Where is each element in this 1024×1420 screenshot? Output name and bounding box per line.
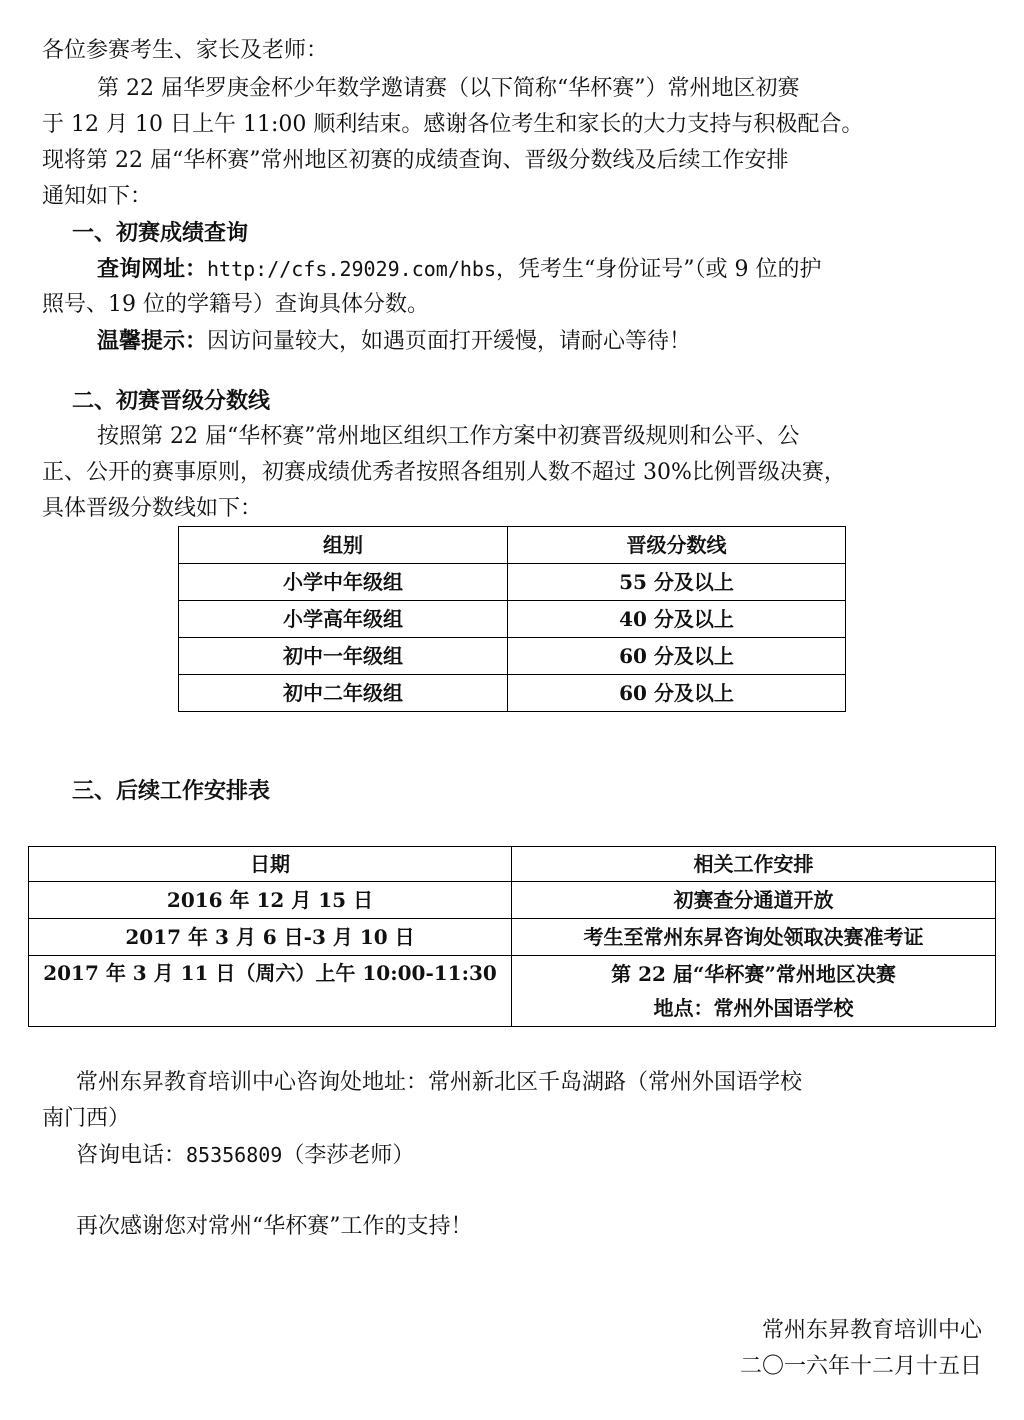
signature-org: 常州东昇教育培训中心 xyxy=(761,1318,982,1343)
phone-line xyxy=(76,1138,414,1173)
query-label: 查询网址： xyxy=(97,256,208,282)
intro-line-1: 第 22 届华罗庚金杯少年数学邀请赛（以下简称“华杯赛”）常州地区初赛 xyxy=(97,76,800,101)
section2-para-line-1: 按照第 22 届“华杯赛”常州地区组织工作方案中初赛晋级规则和公平、公 xyxy=(97,424,800,449)
table-row xyxy=(179,601,846,638)
table-row xyxy=(29,919,996,956)
thanks-line: 再次感谢您对常州“华杯赛”工作的支持！ xyxy=(76,1214,473,1239)
section2-para-line-3: 具体晋级分数线如下： xyxy=(42,496,263,521)
intro-line-3: 现将第 22 届“华杯赛”常州地区初赛的成绩查询、晋级分数线及后续工作安排 xyxy=(42,148,789,173)
tip-label: 温馨提示： xyxy=(97,328,208,354)
query-rest: ，凭考生“身份证号”（或 9 位的护 xyxy=(496,257,822,282)
phone-label: 咨询电话： xyxy=(76,1143,187,1168)
tip-line xyxy=(97,324,691,359)
table-row xyxy=(179,675,846,712)
signature-date: 二〇一六年十二月十五日 xyxy=(739,1354,982,1379)
phone-number: 85356809 xyxy=(186,1143,283,1167)
table-row xyxy=(29,956,996,1027)
section2-para-line-2: 正、公开的赛事原则，初赛成绩优秀者按照各组别人数不超过 30%比例晋级决赛， xyxy=(42,460,846,485)
table-header-row xyxy=(29,847,996,882)
table-row xyxy=(179,638,846,675)
tip-text: 因访问量较大，如遇页面打开缓慢，请耐心等待！ xyxy=(207,329,692,354)
table-row xyxy=(29,882,996,919)
query-line xyxy=(97,252,821,287)
final-exam-title: 第 22 届“华杯赛”常州地区决赛 xyxy=(611,962,896,986)
table-header-cell: 晋级分数线 xyxy=(508,527,846,564)
score-cell: 60 分及以上 xyxy=(508,638,846,675)
query-line-2: 照号、19 位的学籍号）查询具体分数。 xyxy=(42,292,429,317)
date-cell: 2017 年 3 月 11 日（周六）上午 10:00-11:30 xyxy=(29,956,512,1027)
score-cell: 55 分及以上 xyxy=(508,564,846,601)
section2-heading: 二、初赛晋级分数线 xyxy=(72,388,271,414)
address-line-2: 南门西） xyxy=(42,1106,131,1131)
task-cell: 考生至常州东昇咨询处领取决赛准考证 xyxy=(512,919,996,956)
date-cell: 2016 年 12 月 15 日 xyxy=(29,882,512,919)
intro-line-2: 于 12 月 10 日上午 11:00 顺利结束。感谢各位考生和家长的大力支持与积极配合。 xyxy=(42,112,864,137)
section1-heading: 一、初赛成绩查询 xyxy=(72,220,249,246)
intro-line-4: 通知如下： xyxy=(42,184,153,209)
phone-note: （李莎老师） xyxy=(282,1143,415,1168)
schedule-table xyxy=(28,846,996,1027)
greeting: 各位参赛考生、家长及老师： xyxy=(42,38,329,63)
table-header-row xyxy=(179,527,846,564)
group-cell: 初中一年级组 xyxy=(179,638,508,675)
group-cell: 初中二年级组 xyxy=(179,675,508,712)
group-cell: 小学高年级组 xyxy=(179,601,508,638)
date-cell: 2017 年 3 月 6 日-3 月 10 日 xyxy=(29,919,512,956)
final-exam-location: 地点：常州外国语学校 xyxy=(653,996,854,1020)
score-cell: 60 分及以上 xyxy=(508,675,846,712)
score-cell: 40 分及以上 xyxy=(508,601,846,638)
address-line-1: 常州东昇教育培训中心咨询处地址：常州新北区千岛湖路（常州外国语学校 xyxy=(76,1070,803,1095)
score-line-table xyxy=(178,526,846,712)
query-url-link[interactable]: http://cfs.29029.com/hbs xyxy=(207,257,496,281)
task-cell xyxy=(512,956,996,1027)
table-header-cell: 组别 xyxy=(179,527,508,564)
table-header-cell: 日期 xyxy=(29,847,512,882)
group-cell: 小学中年级组 xyxy=(179,564,508,601)
section3-heading: 三、后续工作安排表 xyxy=(72,778,271,804)
task-cell: 初赛查分通道开放 xyxy=(512,882,996,919)
table-row xyxy=(179,564,846,601)
table-header-cell: 相关工作安排 xyxy=(512,847,996,882)
